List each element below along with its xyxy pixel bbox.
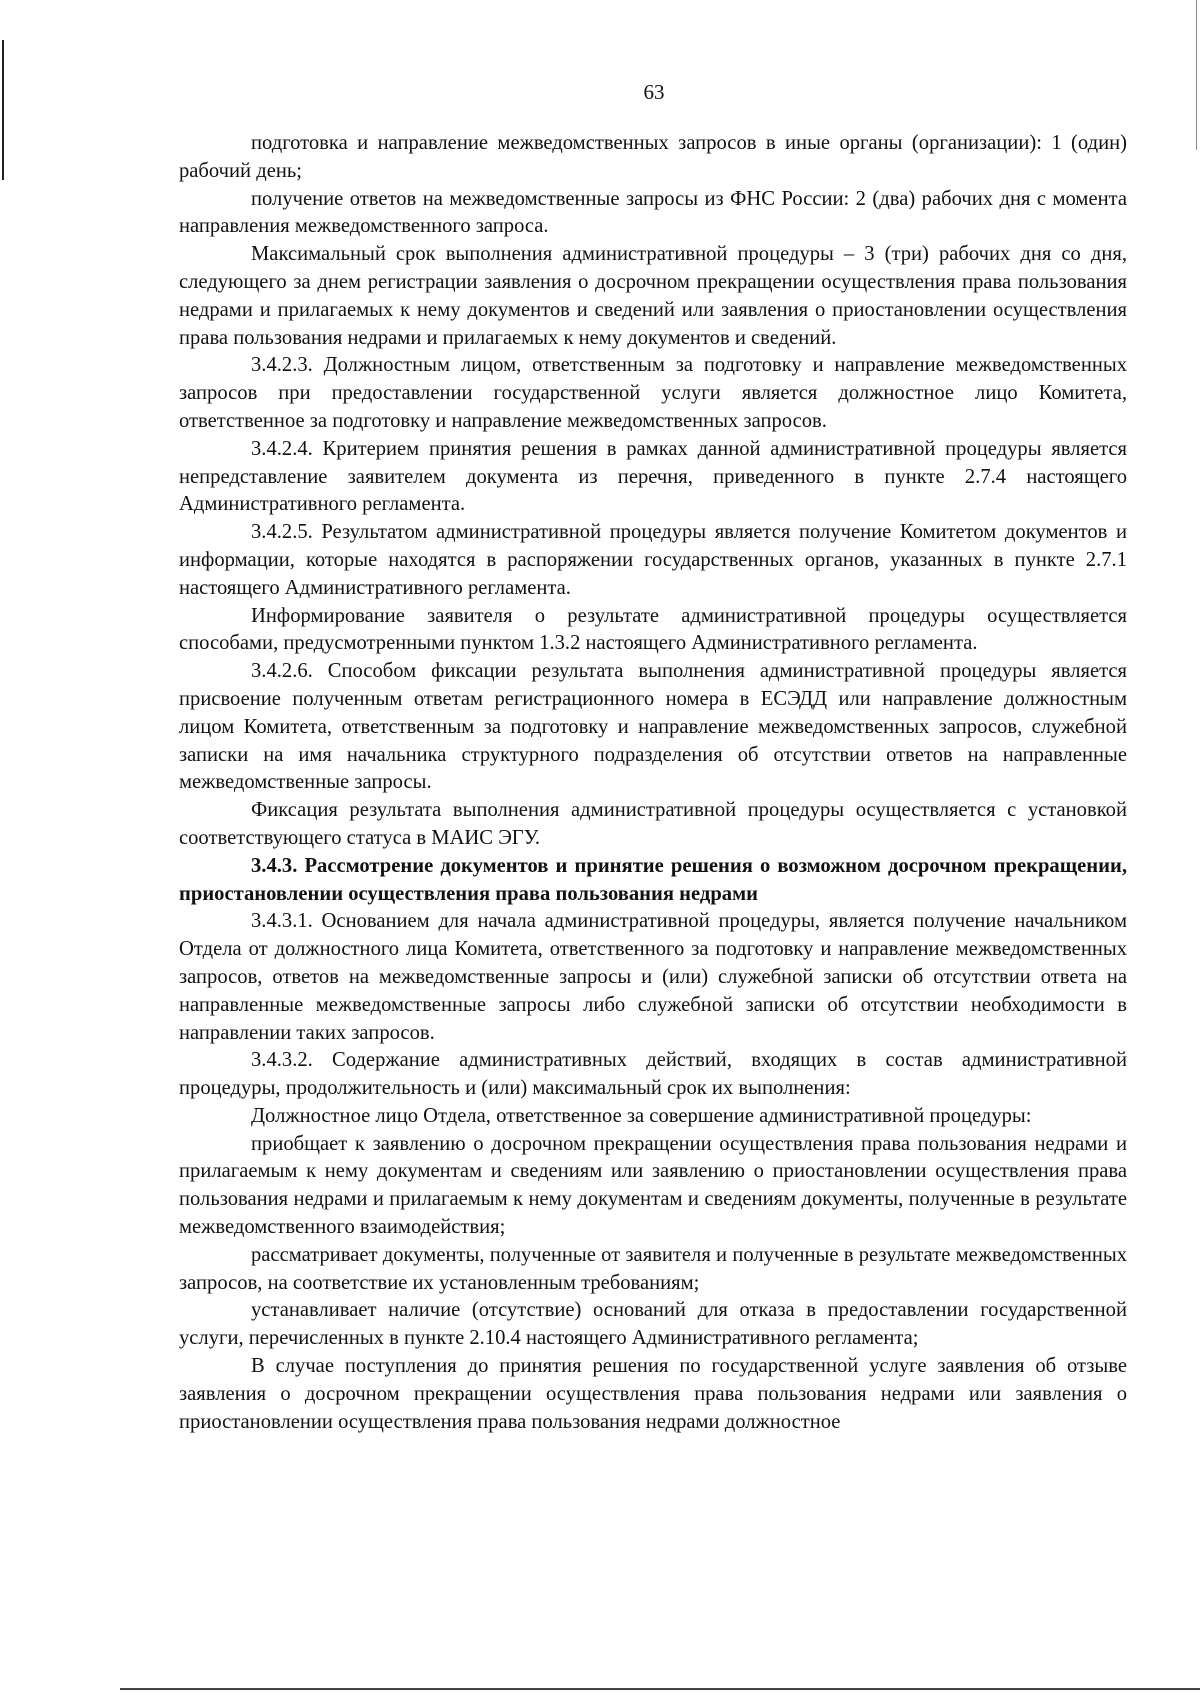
scan-edge-bottom: [120, 1688, 1200, 1690]
document-body: [179, 130, 1127, 1436]
scan-edge-right: [1196, 0, 1197, 150]
paragraph: Должностное лицо Отдела, ответственное за совершение административной процедуры:: [251, 1104, 1032, 1127]
page-number: 63: [643, 80, 665, 104]
paragraph: 3.4.3.1. Основанием для начала административной процедуры, является получение начальником Отдела от должностного лица Комитета, ответственного за подготовку и направление межведомственных запросов, ответов на межведомственные запросы и (или) служебной записки об отсутствии ответа на направленные межведомственные запросы либо служебной записки об отсутствии необходимости в направлении таких запросов.: [179, 910, 1127, 1044]
paragraph: подготовка и направление межведомственных запросов в иные органы (организации): 1 (один) рабочий день;: [179, 132, 1127, 182]
paragraph: Фиксация результата выполнения административной процедуры осуществляется с установкой соответствующего статуса в МАИС ЭГУ.: [179, 799, 1127, 849]
paragraph: 3.4.2.6. Способом фиксации результата выполнения административной процедуры является присвоение полученным ответам регистрационного номера в ЕСЭДД или направление должностным лицом Комитета, ответственным за подготовку и направление межведомственных запросов, служебной записки на имя начальника структурного подразделения об отсутствии ответов на направленные межведомственные запросы.: [179, 660, 1127, 794]
scan-edge-left: [2, 40, 4, 180]
section-heading: 3.4.3. Рассмотрение документов и принятие решения о возможном досрочном прекращении, приостановлении осуществления права пользования недрами: [179, 854, 1127, 905]
paragraph: приобщает к заявлению о досрочном прекращении осуществления права пользования недрами и прилагаемым к нему документам и сведениям или заявлению о приостановлении осуществления права пользования недрами и прилагаемым к нему документам и сведениям документы, полученные в результате межведомственного взаимодействия;: [179, 1132, 1127, 1239]
paragraph: 3.4.2.5. Результатом административной процедуры является получение Комитетом документов и информации, которые находятся в распоряжении государственных органов, указанных в пункте 2.7.1 настоящего Административного регламента.: [179, 521, 1127, 599]
paragraph: устанавливает наличие (отсутствие) оснований для отказа в предоставлении государственной услуги, перечисленных в пункте 2.10.4 настоящего Административного регламента;: [179, 1299, 1127, 1350]
paragraph: Максимальный срок выполнения административной процедуры – 3 (три) рабочих дня со дня, следующего за днем регистрации заявления о досрочном прекращении осуществления права пользования недрами и прилагаемых к нему документов и сведений или заявления о приостановлении осуществления права пользования недрами и прилагаемых к нему документов и сведений.: [179, 243, 1127, 349]
paragraph: рассматривает документы, полученные от заявителя и полученные в результате межведомственных запросов, на соответствие их установленным требованиям;: [179, 1243, 1127, 1294]
paragraph: получение ответов на межведомственные запросы из ФНС России: 2 (два) рабочих дня с момента направления межведомственного запроса.: [179, 187, 1127, 238]
paragraph: В случае поступления до принятия решения по государственной услуге заявления об отзыве заявления о досрочном прекращении осуществления права пользования недрами или заявления о приостановлении осуществления права пользования недрами должностное: [179, 1355, 1127, 1433]
paragraph: Информирование заявителя о результате административной процедуры осуществляется способами, предусмотренными пунктом 1.3.2 настоящего Административного регламента.: [179, 604, 1127, 655]
paragraph: 3.4.2.3. Должностным лицом, ответственным за подготовку и направление межведомственных запросов при предоставлении государственной услуги является должностное лицо Комитета, ответственное за подготовку и направление межведомственных запросов.: [179, 354, 1127, 432]
paragraph: 3.4.2.4. Критерием принятия решения в рамках данной административной процедуры является непредставление заявителем документа из перечня, приведенного в пункте 2.7.4 настоящего Административного регламента.: [179, 437, 1127, 516]
paragraph: 3.4.3.2. Содержание административных действий, входящих в состав административной процедуры, продолжительность и (или) максимальный срок их выполнения:: [179, 1049, 1127, 1100]
